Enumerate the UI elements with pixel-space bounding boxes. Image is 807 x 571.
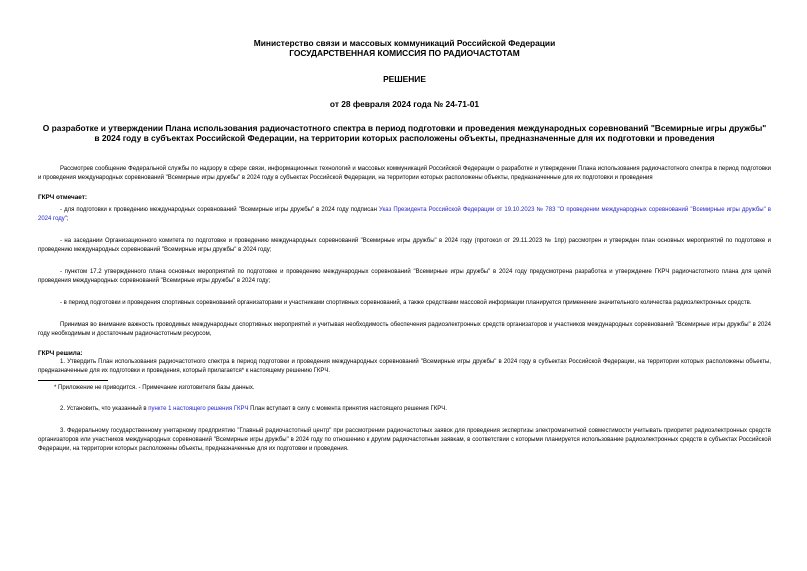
document-date: от 28 февраля 2024 года № 24-71-01 [329, 99, 480, 109]
decision-item-1: 1. Утвердить План использования радиочастотного спектра в период подготовки и проведения международных соревнований "Всемирные игры дружбы" в 2024 году в субъектах Российской Федерации, на территории которых расположены объекты, предназначенные для их подготовки и проведения, который прилагается* к настоящему решению ГКРЧ. [38, 359, 771, 374]
decided-label: ГКРЧ решила: [38, 350, 83, 357]
item-1-reference-link[interactable]: пункте 1 настоящего решения ГКРЧ [148, 406, 249, 412]
note-1-end: ; [66, 216, 69, 222]
footnote-divider [38, 380, 108, 381]
decision-item-2 [38, 405, 771, 414]
note-1-text: - для подготовки к проведению международных соревнований "Всемирные игры дружбы" в 2024 году подписан [60, 207, 379, 213]
considering-paragraph: Принимая во внимание важность проводимых международных спортивных мероприятий и учитывая необходимость обеспечения радиоэлектронных средств организаторов и участников международных соревнований "Всемирные игры дружбы" в 2024 году необходимым и достаточным радиочастотным ресурсом, [38, 322, 771, 337]
decision-item-3: 3. Федеральному государственному унитарному предприятию "Главный радиочастотный центр" при рассмотрении радиочастотных заявок для проведения экспертизы электромагнитной совместимости учитывать приоритет радиоэлектронных средств организаторов или участников международных соревнований "Всемирные игры дружбы" в 2024 году по отношению к другим радиочастотным заявкам, в соответствии с которыми планируется использование радиоэлектронных средств в субъектах Российской Федерации, на территории которых расположены объекты, предназначенные для их подготовки и проведения. [38, 428, 771, 452]
intro-paragraph: Рассмотрев сообщение Федеральной службы по надзору в сфере связи, информационных технологий и массовых коммуникаций Российской Федерации о разработке и утверждении Плана использования радиочастотного спектра в период подготовки и проведения международных соревнований "Всемирные игры дружбы" в 2024 году в субъектах Российской Федерации, на территории которых расположены объекты, предназначенные для их подготовки и проведения [38, 166, 771, 181]
note-paragraph-3: - пунктом 17.2 утвержденного плана основных мероприятий по подготовке и проведению международных соревнований "Всемирные игры дружбы" в 2024 году предусмотрена разработка и утверждение ГКРЧ радиочастотного плана для целей проведения международных соревнований "Всемирные игры дружбы" в 2024 году; [38, 269, 771, 284]
item-2-text: 2. Установить, что указанный в [60, 406, 149, 412]
document-type: РЕШЕНИЕ [383, 74, 426, 84]
note-paragraph-2: - на заседании Организационного комитета по подготовке и проведению международных соревнований "Всемирные игры дружбы" в 2024 году (протокол от 29.11.2023 № 1пр) рассмотрен и утвержден план основных мероприятий по подготовке и проведению международных соревнований "Всемирные игры дружбы" в 2024 году; [38, 238, 771, 253]
ministry-name: Министерство связи и массовых коммуникаций Российской Федерации [253, 38, 556, 48]
item-2-end: План вступает в силу с момента принятия настоящего решения ГКРЧ. [248, 406, 447, 412]
note-paragraph-4: - в период подготовки и проведения спортивных соревнований организаторами и участниками спортивных соревнований, а также средствами массовой информации планируется применение значительного количества радиоэлектронных средств. [60, 300, 752, 306]
footnote: * Приложение не приводится. - Примечание изготовителя базы данных. [54, 385, 255, 391]
notes-label: ГКРЧ отмечает: [38, 194, 88, 201]
document-subject: О разработке и утверждении Плана использования радиочастотного спектра в период подготовки и проведения международных соревнований "Всемирные игры дружбы" в 2024 году в субъектах Российской Федерации, на территории которых расположены объекты, предназначенные для их подготовки и проведения [42, 123, 767, 143]
note-paragraph-1 [38, 206, 771, 224]
commission-name: ГОСУДАРСТВЕННАЯ КОМИССИЯ ПО РАДИОЧАСТОТАМ [289, 48, 520, 58]
presidential-decree-link[interactable]: Указ Президента Российской Федерации от 19.10.2023 № 783 "О проведении международных соревнований "Всемирные игры дружбы" в 2024 году" [38, 207, 771, 222]
